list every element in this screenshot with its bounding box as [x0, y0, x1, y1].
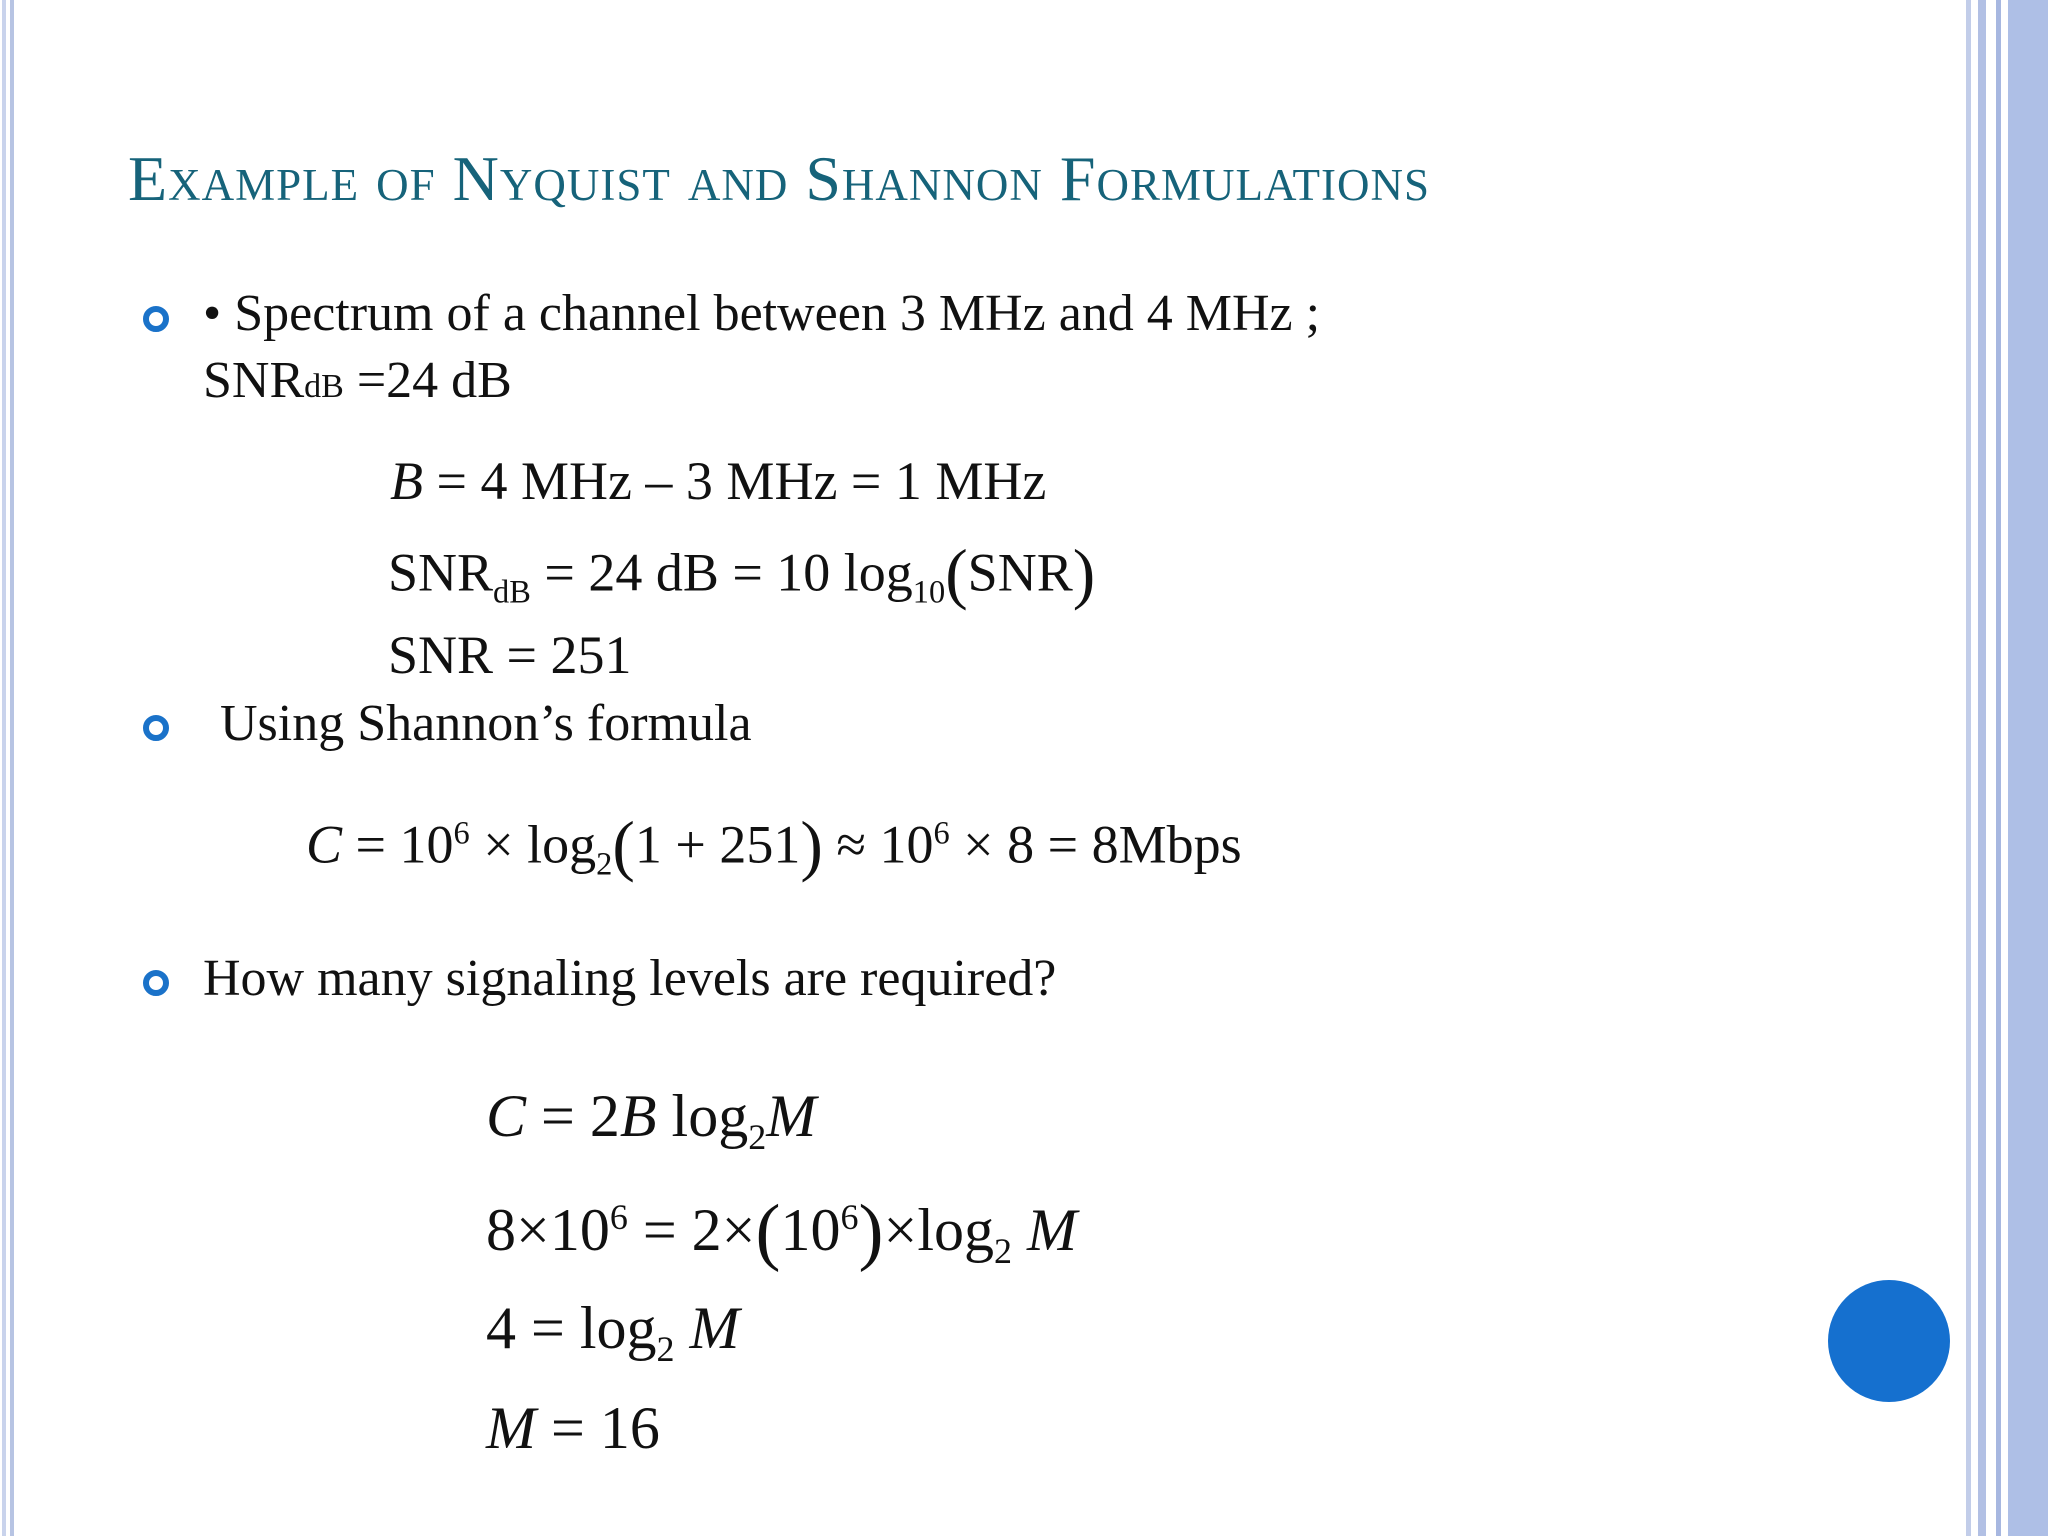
- equation-m-result: [486, 1395, 660, 1461]
- sub-base: 2: [994, 1231, 1013, 1271]
- cap-exp2: 6: [933, 815, 950, 852]
- slide-title: Example of Nyquist and Shannon Formulations: [128, 143, 1431, 214]
- log-base-10: 10: [912, 574, 946, 611]
- snr-label: SNR: [203, 352, 305, 409]
- sub-exp1: 6: [609, 1197, 628, 1237]
- snr-subscript: dB: [304, 368, 344, 405]
- paren-open: (: [755, 1190, 781, 1273]
- border-stripe: [1996, 0, 2001, 1536]
- var-m: M: [486, 1395, 536, 1461]
- sub-b: = 2×: [627, 1197, 756, 1263]
- slide-nav-dot[interactable]: [1828, 1280, 1950, 1402]
- var-b: B: [390, 451, 423, 511]
- paren-close: ): [1072, 536, 1096, 611]
- paren-close: ): [858, 1190, 884, 1273]
- var-m: M: [674, 1295, 740, 1361]
- cap-base: 2: [596, 846, 613, 883]
- cap-d: × 8 = 8Mbps: [949, 814, 1242, 875]
- bullet-signaling-text: How many signaling levels are required?: [203, 950, 1057, 1007]
- border-stripe: [2008, 0, 2048, 1536]
- equation-log-m: [486, 1295, 740, 1369]
- bandwidth-rhs: = 4 MHz – 3 MHz = 1 MHz: [423, 451, 1047, 511]
- paren-open: (: [612, 808, 635, 883]
- var-b: B: [619, 1083, 657, 1149]
- equation-shannon-capacity: [306, 808, 1242, 883]
- var-c: C: [486, 1083, 527, 1149]
- logm-base: 2: [656, 1329, 675, 1369]
- cap-exp1: 6: [453, 815, 470, 852]
- equation-bandwidth: [390, 451, 1047, 511]
- border-stripe: [1966, 0, 1971, 1536]
- equation-substitution: [486, 1190, 1077, 1273]
- paren-open: (: [945, 536, 968, 611]
- nyq-log: log: [656, 1083, 749, 1149]
- nyq-base: 2: [748, 1117, 767, 1157]
- bullet-icon: [143, 306, 169, 332]
- equation-nyquist: [486, 1083, 817, 1157]
- snr-lhs: SNR: [388, 542, 494, 603]
- logm-a: 4 = log: [486, 1295, 657, 1361]
- bullet-icon: [143, 970, 169, 996]
- bullet-shannon-text: Using Shannon’s formula: [220, 695, 752, 752]
- equation-snr-value: SNR = 251: [388, 625, 632, 685]
- equation-snr-db: [388, 536, 1096, 611]
- snr-value: =24 dB: [343, 352, 512, 409]
- bullet-snr-text: [203, 352, 512, 409]
- slide-right-border: [1966, 0, 2048, 1536]
- sub-a: 8×10: [486, 1197, 610, 1263]
- snr-arg: SNR: [967, 542, 1073, 603]
- var-m: M: [1012, 1197, 1077, 1263]
- nyq-mid: = 2: [526, 1083, 620, 1149]
- sub-inner: 10: [780, 1197, 841, 1263]
- cap-b: × log: [469, 814, 597, 875]
- sub-c: ×log: [883, 1197, 995, 1263]
- cap-c: ≈ 10: [822, 814, 934, 875]
- bullet-spectrum-text: • Spectrum of a channel between 3 MHz and 4 MHz ;: [203, 285, 1321, 342]
- border-stripe: [1978, 0, 1986, 1536]
- cap-arg: 1 + 251: [634, 814, 801, 875]
- snr-lhs-sub: dB: [493, 574, 531, 611]
- sub-exp2: 6: [840, 1197, 859, 1237]
- var-m: M: [766, 1083, 817, 1149]
- m-rhs: = 16: [535, 1395, 660, 1461]
- cap-a: = 10: [342, 814, 454, 875]
- paren-close: ): [800, 808, 823, 883]
- var-c: C: [306, 814, 343, 875]
- slide-left-border: [0, 0, 14, 1536]
- bullet-icon: [143, 715, 169, 741]
- snr-mid: = 24 dB = 10 log: [530, 542, 913, 603]
